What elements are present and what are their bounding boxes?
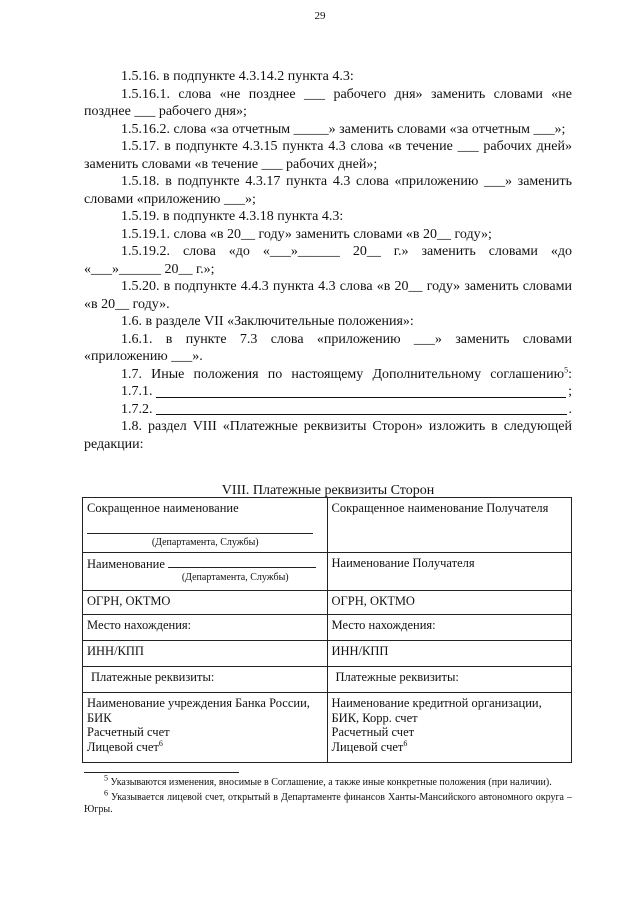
footnote-ref-6: 6 xyxy=(158,738,163,748)
paragraph-1-5-16-1: 1.5.16.1. слова «не позднее ___ рабочего дня» заменить словами «не позднее ___ рабочего дня»; xyxy=(84,86,572,119)
right-personal-account: Лицевой счет xyxy=(331,739,404,754)
table-title: VIII. Платежные реквизиты Сторон xyxy=(221,483,435,498)
paragraph-1-7-2 xyxy=(84,401,572,419)
table-row xyxy=(83,667,572,693)
footnote-5 xyxy=(84,773,572,790)
paragraph-1-7 xyxy=(84,366,572,384)
document-body xyxy=(84,68,572,453)
left-short-name-label: Сокращенное наименование xyxy=(87,501,239,515)
page-number: 29 xyxy=(314,10,326,22)
right-inn-cell: ИНН/КПП xyxy=(327,641,572,667)
right-location-cell: Место нахождения: xyxy=(327,615,572,641)
footnote-6 xyxy=(84,788,572,817)
table-row xyxy=(83,615,572,641)
table-row xyxy=(83,693,572,763)
paragraph-1-5-16: 1.5.16. в подпункте 4.3.14.2 пункта 4.3: xyxy=(121,69,354,84)
left-name-caption: (Департамента, Службы) xyxy=(181,571,289,583)
right-payment-label: Платежные реквизиты: xyxy=(335,670,459,684)
blank-line xyxy=(156,401,567,415)
paragraph-1-6-1: 1.6.1. в пункте 7.3 слова «приложению ___» заменить словами «приложению ___». xyxy=(84,331,572,364)
footnote-ref-6: 6 xyxy=(403,738,408,748)
paragraph-1-8: 1.8. раздел VIII «Платежные реквизиты Сторон» изложить в следующей редакции: xyxy=(84,419,572,452)
right-bank-cell xyxy=(327,693,572,763)
paragraph-1-5-18: 1.5.18. в подпункте 4.3.17 пункта 4.3 слова «приложению ___» заменить словами «приложению ___»; xyxy=(84,174,572,207)
paragraph-1-7-1-end: ; xyxy=(568,384,572,399)
paragraph-1-6: 1.6. в разделе VII «Заключительные положения»: xyxy=(121,314,414,329)
left-name-cell xyxy=(83,553,328,591)
paragraph-1-5-20: 1.5.20. в подпункте 4.4.3 пункта 4.3 слова «в 20__ году» заменить словами «в 20__ году». xyxy=(84,279,572,312)
table-row xyxy=(83,553,572,591)
left-personal-account: Лицевой счет xyxy=(87,739,159,754)
left-short-name-caption: (Департамента, Службы) xyxy=(151,537,259,548)
right-account: Расчетный счет xyxy=(331,725,415,739)
table-row xyxy=(83,591,572,615)
right-short-name-label: Сокращенное наименование Получателя xyxy=(331,501,549,515)
footnotes xyxy=(84,772,572,819)
left-name-label: Наименование xyxy=(87,557,165,571)
paragraph-1-5-16-2: 1.5.16.2. слова «за отчетным _____» заменить словами «за отчетным ___»; xyxy=(121,121,566,137)
paragraph-1-7-1-label: 1.7.1. xyxy=(121,384,153,399)
footnote-text: Указываются изменения, вносимые в Соглашение, а также иные конкретные положения (при наличии). xyxy=(110,777,552,788)
right-short-name-cell xyxy=(327,498,572,553)
right-bank-name: Наименование кредитной организации, xyxy=(331,696,542,710)
right-name-cell xyxy=(327,553,572,591)
paragraph-1-7-text: 1.7. Иные положения по настоящему Дополнительному соглашению xyxy=(121,366,565,382)
left-short-name-cell xyxy=(83,498,328,553)
right-bik: БИК, Корр. счет xyxy=(331,710,418,725)
table-row xyxy=(83,498,572,553)
left-account: Расчетный счет xyxy=(87,725,170,739)
left-payment-cell xyxy=(83,667,328,693)
blank-line xyxy=(87,522,313,534)
blank-line xyxy=(168,556,316,568)
left-bank-name: Наименование учреждения Банка России, xyxy=(87,696,310,710)
paragraph-1-7-2-label: 1.7.2. xyxy=(121,401,153,417)
paragraph-1-7-2-end: . xyxy=(568,401,572,417)
left-ogrn-cell: ОГРН, ОКТМО xyxy=(83,591,328,615)
left-payment-label: Платежные реквизиты: xyxy=(91,670,215,684)
paragraph-1-5-17: 1.5.17. в подпункте 4.3.15 пункта 4.3 слова «в течение ___ рабочих дней» заменить словами «в течение ___ рабочих дней»; xyxy=(84,139,572,172)
left-bik: БИК xyxy=(87,710,112,725)
left-inn-cell: ИНН/КПП xyxy=(83,641,328,667)
footnote-ref-5: 5 xyxy=(564,364,569,374)
right-payment-cell xyxy=(327,667,572,693)
right-name-label: Наименование Получателя xyxy=(331,556,475,570)
paragraph-1-7-1 xyxy=(84,383,572,401)
table-row xyxy=(83,641,572,667)
left-location-cell: Место нахождения: xyxy=(83,615,328,641)
paragraph-1-7-colon: : xyxy=(568,366,572,382)
footnote-text: Указывается лицевой счет, открытый в Департаменте финансов Ханты-Мансийского автономного округа – Югры. xyxy=(84,791,572,815)
blank-line xyxy=(156,384,567,398)
footnote-mark: 6 xyxy=(104,788,108,798)
paragraph-1-5-19-1: 1.5.19.1. слова «в 20__ году» заменить словами «в 20__ году»; xyxy=(121,226,492,242)
left-bank-cell xyxy=(83,693,328,763)
footnote-mark: 5 xyxy=(104,773,108,783)
requisites-table xyxy=(82,497,572,763)
paragraph-1-5-19: 1.5.19. в подпункте 4.3.18 пункта 4.3: xyxy=(121,209,344,224)
paragraph-1-5-19-2: 1.5.19.2. слова «до «___»______ 20__ г.» заменить словами «до «___»______ 20__ г.»; xyxy=(84,244,572,277)
right-ogrn-cell: ОГРН, ОКТМО xyxy=(327,591,572,615)
